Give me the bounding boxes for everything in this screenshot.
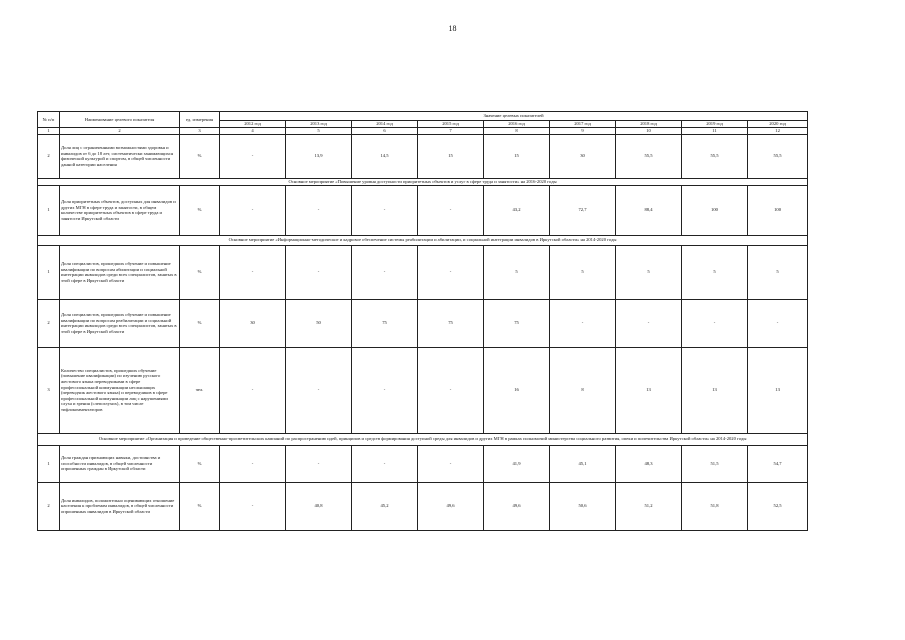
value-cell: 5 [484, 245, 550, 299]
column-number: 1 [38, 128, 60, 135]
unit-cell: чел. [180, 347, 220, 433]
value-cell: 5 [550, 245, 616, 299]
header-year: 2015 год [418, 121, 484, 128]
value-cell: - [682, 299, 748, 347]
column-number: 3 [180, 128, 220, 135]
value-cell: 30 [550, 134, 616, 178]
section-title: Основное мероприятие «Информационно-методическое и кадровое обеспечение системы реабилитации и абилитации, и социальной интеграции инвалидов в Иркутской области» на 2014-2020 годы [38, 235, 808, 245]
value-cell: - [616, 299, 682, 347]
column-number: 10 [616, 128, 682, 135]
value-cell: 50,6 [550, 482, 616, 530]
row-number: 2 [38, 299, 60, 347]
value-cell: 52,5 [748, 482, 808, 530]
section-title: Основное мероприятие «Организация и проведение общественно-просветительских кампаний по распространению идей, принципов и средств формирования доступной среды для инвалидов и других МГН в рамках полномочий министерства социального развития, опеки и попечительства Иркутской области» на 2014-2020 годы [38, 433, 808, 445]
indicator-name: Доля инвалидов, положительно оценивающих отношение населения к проблемам инвалидов, в общей численности опрошенных инвалидов в Иркутской области [60, 482, 180, 530]
value-cell: - [418, 347, 484, 433]
column-number: 7 [418, 128, 484, 135]
table-row [38, 134, 808, 178]
unit-cell: % [180, 134, 220, 178]
unit-cell: % [180, 299, 220, 347]
value-cell: 13 [616, 347, 682, 433]
value-cell: 49,6 [418, 482, 484, 530]
row-number: 1 [38, 185, 60, 235]
value-cell: - [286, 185, 352, 235]
column-number: 2 [60, 128, 180, 135]
value-cell: 50 [286, 299, 352, 347]
header-values-group: Значение целевых показателей [220, 112, 808, 121]
value-cell: - [418, 185, 484, 235]
value-cell: - [418, 245, 484, 299]
indicator-name: Доля лиц с ограниченными возможностями здоровья и инвалидов от 6 до 18 лет, систематически занимающихся физической культурой и спортом, в общей численности данной категории населения [60, 134, 180, 178]
section-row [38, 178, 808, 185]
header-year: 2014 год [352, 121, 418, 128]
value-cell: 40,8 [286, 482, 352, 530]
column-number: 5 [286, 128, 352, 135]
indicator-name: Доля граждан признающих навыки, достоинства и способности инвалидов, в общей численности опрошенных граждан в Иркутской области [60, 445, 180, 482]
value-cell: - [220, 347, 286, 433]
indicator-name: Доля специалистов, прошедших обучение и повышение квалификации по вопросам абилитации и социальной интеграции инвалидов среди всех специалистов, занятых в этой сфере в Иркутской области [60, 245, 180, 299]
value-cell: 30 [220, 299, 286, 347]
header-year: 2019 год [682, 121, 748, 128]
column-number: 11 [682, 128, 748, 135]
value-cell: 16 [484, 347, 550, 433]
value-cell: - [286, 445, 352, 482]
value-cell: 88,4 [616, 185, 682, 235]
value-cell: - [286, 245, 352, 299]
column-number: 8 [484, 128, 550, 135]
value-cell: 55,5 [682, 134, 748, 178]
value-cell: 54,7 [748, 445, 808, 482]
table-row [38, 299, 808, 347]
value-cell: - [220, 134, 286, 178]
value-cell: - [220, 445, 286, 482]
value-cell: 14,5 [352, 134, 418, 178]
value-cell: 100 [682, 185, 748, 235]
table-row [38, 245, 808, 299]
column-number: 4 [220, 128, 286, 135]
value-cell: - [286, 347, 352, 433]
section-title: Основное мероприятие «Повышение уровня доступности приоритетных объектов и услуг в сфере труда и занятости» на 2016-2020 годы [38, 178, 808, 185]
value-cell: - [352, 185, 418, 235]
value-cell: 55,5 [616, 134, 682, 178]
column-number: 6 [352, 128, 418, 135]
value-cell: 75 [484, 299, 550, 347]
header-year: 2016 год [484, 121, 550, 128]
column-number: 12 [748, 128, 808, 135]
header-year: 2013 год [286, 121, 352, 128]
value-cell: 45,1 [550, 445, 616, 482]
value-cell: - [220, 185, 286, 235]
value-cell: - [352, 347, 418, 433]
value-cell: 51,8 [682, 482, 748, 530]
value-cell: 51,2 [616, 482, 682, 530]
value-cell: - [220, 482, 286, 530]
value-cell: 45,2 [352, 482, 418, 530]
value-cell: 15 [418, 134, 484, 178]
value-cell: 55,5 [748, 134, 808, 178]
unit-cell: % [180, 482, 220, 530]
column-number: 9 [550, 128, 616, 135]
table-row [38, 445, 808, 482]
unit-cell: % [180, 185, 220, 235]
unit-cell: % [180, 245, 220, 299]
value-cell: 75 [352, 299, 418, 347]
value-cell: - [418, 445, 484, 482]
table-row [38, 347, 808, 433]
value-cell: 72,7 [550, 185, 616, 235]
value-cell: 5 [748, 245, 808, 299]
value-cell: - [748, 299, 808, 347]
row-number: 1 [38, 245, 60, 299]
table-row [38, 185, 808, 235]
section-row [38, 433, 808, 445]
value-cell: 13,9 [286, 134, 352, 178]
value-cell: 49,6 [484, 482, 550, 530]
header-num: № п/п [38, 112, 60, 128]
value-cell: 100 [748, 185, 808, 235]
section-row [38, 235, 808, 245]
header-year: 2018 год [616, 121, 682, 128]
header-year: 2020 год [748, 121, 808, 128]
value-cell: - [352, 445, 418, 482]
indicator-name: Количество специалистов, прошедших обучение (повышение квалификации) по изучению русского жестового языка переводчиками в сфере профессиональной коммуникации неслышащих (переводчик жестового языка) и переводчиков в сфере профессиональной коммуникации лиц с нарушениями слуха и зрения (слепоглухих), в том числе тифлокомментаторов [60, 347, 180, 433]
value-cell: 13 [748, 347, 808, 433]
page-number: 18 [448, 24, 457, 33]
target-indicators-table [37, 111, 808, 531]
value-cell: - [220, 245, 286, 299]
value-cell: 5 [682, 245, 748, 299]
value-cell: 75 [418, 299, 484, 347]
row-number: 2 [38, 482, 60, 530]
value-cell: 5 [616, 245, 682, 299]
value-cell: 15 [484, 134, 550, 178]
indicator-name: Доля приоритетных объектов, доступных для инвалидов и других МГН в сфере труда и занятости, в общем количестве приоритетных объектов в сфере труда и занятости Иркутской области [60, 185, 180, 235]
value-cell: 51,5 [682, 445, 748, 482]
header-year: 2017 год [550, 121, 616, 128]
value-cell: 13 [682, 347, 748, 433]
row-number: 2 [38, 134, 60, 178]
indicator-name: Доля специалистов, прошедших обучение и повышение квалификации по вопросам реабилитации и социальной интеграции инвалидов среди всех специалистов, занятых в этой сфере в Иркутской области [60, 299, 180, 347]
header-name: Наименование целевого показателя [60, 112, 180, 128]
header-unit: ед. измерения [180, 112, 220, 128]
row-number: 3 [38, 347, 60, 433]
value-cell: - [550, 299, 616, 347]
value-cell: 48,3 [616, 445, 682, 482]
unit-cell: % [180, 445, 220, 482]
value-cell: 41,9 [484, 445, 550, 482]
value-cell: 8 [550, 347, 616, 433]
header-year: 2012 год [220, 121, 286, 128]
row-number: 1 [38, 445, 60, 482]
table-row [38, 482, 808, 530]
value-cell: - [352, 245, 418, 299]
value-cell: 43,2 [484, 185, 550, 235]
